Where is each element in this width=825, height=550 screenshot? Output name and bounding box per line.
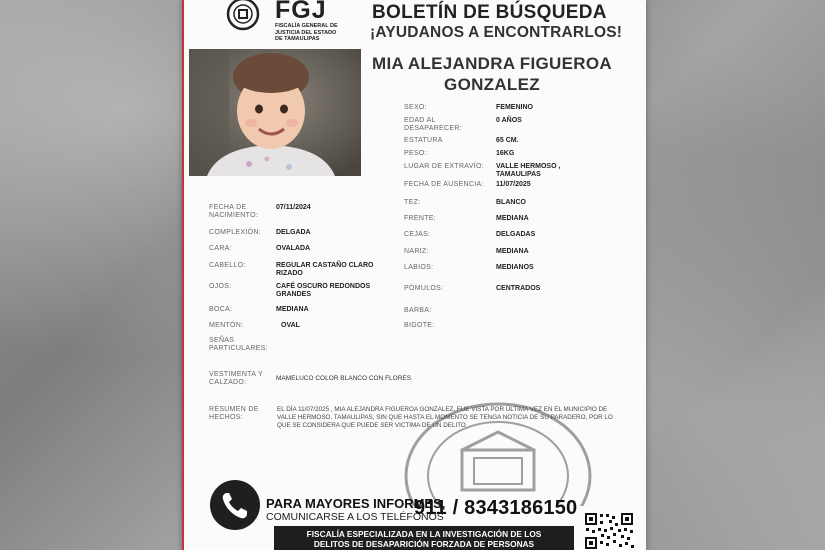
footer-banner — [274, 526, 574, 550]
contact-phone-numbers: 911 / 8343186150 — [414, 497, 578, 519]
lips-label: LABIOS: — [404, 264, 434, 271]
clothing-label: VESTIMENTA Y CALZADO: — [209, 371, 263, 386]
contact-subheading: COMUNICARSE A LOS TELÉFONOS — [266, 511, 444, 523]
forehead-label: FRENTE: — [404, 215, 437, 222]
beard-label: BARBA: — [404, 307, 432, 314]
qr-code[interactable] — [583, 511, 635, 550]
clothing-value: MAMELUCO COLOR BLANCO CON FLORES — [276, 375, 412, 382]
lips-value: MEDIANOS — [496, 264, 534, 271]
mouth-label: BOCA: — [209, 306, 233, 313]
eyes-value: CAFÉ OSCURO REDONDOS GRANDES — [276, 283, 371, 298]
height-value: 65 CM. — [496, 137, 519, 144]
name-line-1: MIA ALEJANDRA FIGUEROA — [372, 54, 612, 73]
search-bulletin — [182, 0, 646, 550]
hair-value: REGULAR CASTAÑO CLARO RIZADO — [276, 262, 374, 277]
birthdate-label: FECHA DE NACIMIENTO: — [209, 204, 259, 219]
mouth-value: MEDIANA — [276, 306, 309, 313]
skin-value: BLANCO — [496, 199, 526, 206]
height-label: ESTATURA — [404, 137, 443, 144]
bulletin-title: BOLETÍN DE BÚSQUEDA — [372, 2, 607, 23]
face-label: CARA: — [209, 245, 232, 252]
age-label: EDAD AL DESAPARECER: — [404, 117, 462, 132]
summary-label: RESUMEN DE HECHOS: — [209, 406, 259, 421]
build-label: COMPLEXIÓN: — [209, 229, 261, 236]
eyebrows-value: DELGADAS — [496, 231, 536, 238]
nose-value: MEDIANA — [496, 248, 529, 255]
build-value: DELGADA — [276, 229, 311, 236]
phone-icon — [210, 480, 260, 530]
location-value: VALLE HERMOSO , TAMAULIPAS — [496, 163, 561, 178]
footer-line-2: DELITOS DE DESAPARICIÓN FORZADA DE PERSONAS — [313, 539, 535, 549]
absence-date-label: FECHA DE AUSENCIA: — [404, 181, 484, 188]
forehead-value: MEDIANA — [496, 215, 529, 222]
birthdate-value: 07/11/2024 — [276, 204, 311, 211]
skin-label: TEZ: — [404, 199, 421, 206]
sex-label: SEXO: — [404, 104, 427, 111]
margin-line — [182, 0, 184, 550]
chin-label: MENTÓN: — [209, 322, 244, 329]
sex-value: FEMENINO — [496, 104, 533, 111]
cheekbones-label: PÓMULOS: — [404, 285, 444, 292]
contact-heading: PARA MAYORES INFORMES, — [266, 496, 446, 511]
eyebrows-label: CEJAS: — [404, 231, 431, 238]
logo-subtitle: FISCALÍA GENERAL DE JUSTICIA DEL ESTADO DE TAMAULIPAS — [275, 23, 338, 42]
nose-label: NARIZ: — [404, 248, 429, 255]
footer-line-1: FISCALÍA ESPECIALIZADA EN LA INVESTIGACIÓN DE LOS — [306, 529, 542, 539]
weight-label: PESO: — [404, 150, 427, 157]
location-label: LUGAR DE EXTRAVÍO: — [404, 163, 484, 170]
eyes-label: OJOS: — [209, 283, 232, 290]
logo-text: FGJ — [275, 0, 327, 24]
face-value: OVALADA — [276, 245, 311, 252]
state-emblem-icon — [226, 0, 260, 40]
marks-label: SEÑAS PARTICULARES: — [209, 337, 268, 352]
missing-person-photo — [189, 49, 361, 176]
cheekbones-value: CENTRADOS — [496, 285, 541, 292]
absence-date-value: 11/07/2025 — [496, 181, 531, 188]
name-line-2: GONZALEZ — [444, 75, 540, 94]
age-value: 0 AÑOS — [496, 117, 522, 124]
hair-label: CABELLO: — [209, 262, 246, 269]
missing-person-name — [362, 53, 622, 95]
chin-value: OVAL — [281, 322, 300, 329]
summary-text: EL DÍA 11/07/2025 , MIA ALEJANDRA FIGUEROA GONZALEZ, FUE VISTA POR ÚLTIMA VEZ EN EL MUNICIPIO DE VALLE HERMOSO, TAMAULIPAS, SIN QUE HASTA EL MOMENTO SE TENGA NOTICIA DE SU PARADERO, POR LO QUE SE CONSIDERA QUE PUEDE SER VICTIMA DE UN DELITO — [277, 406, 613, 430]
bulletin-subtitle: ¡AYUDANOS A ENCONTRARLOS! — [370, 24, 623, 41]
mustache-label: BIGOTE: — [404, 322, 435, 329]
weight-value: 16KG — [496, 150, 515, 157]
